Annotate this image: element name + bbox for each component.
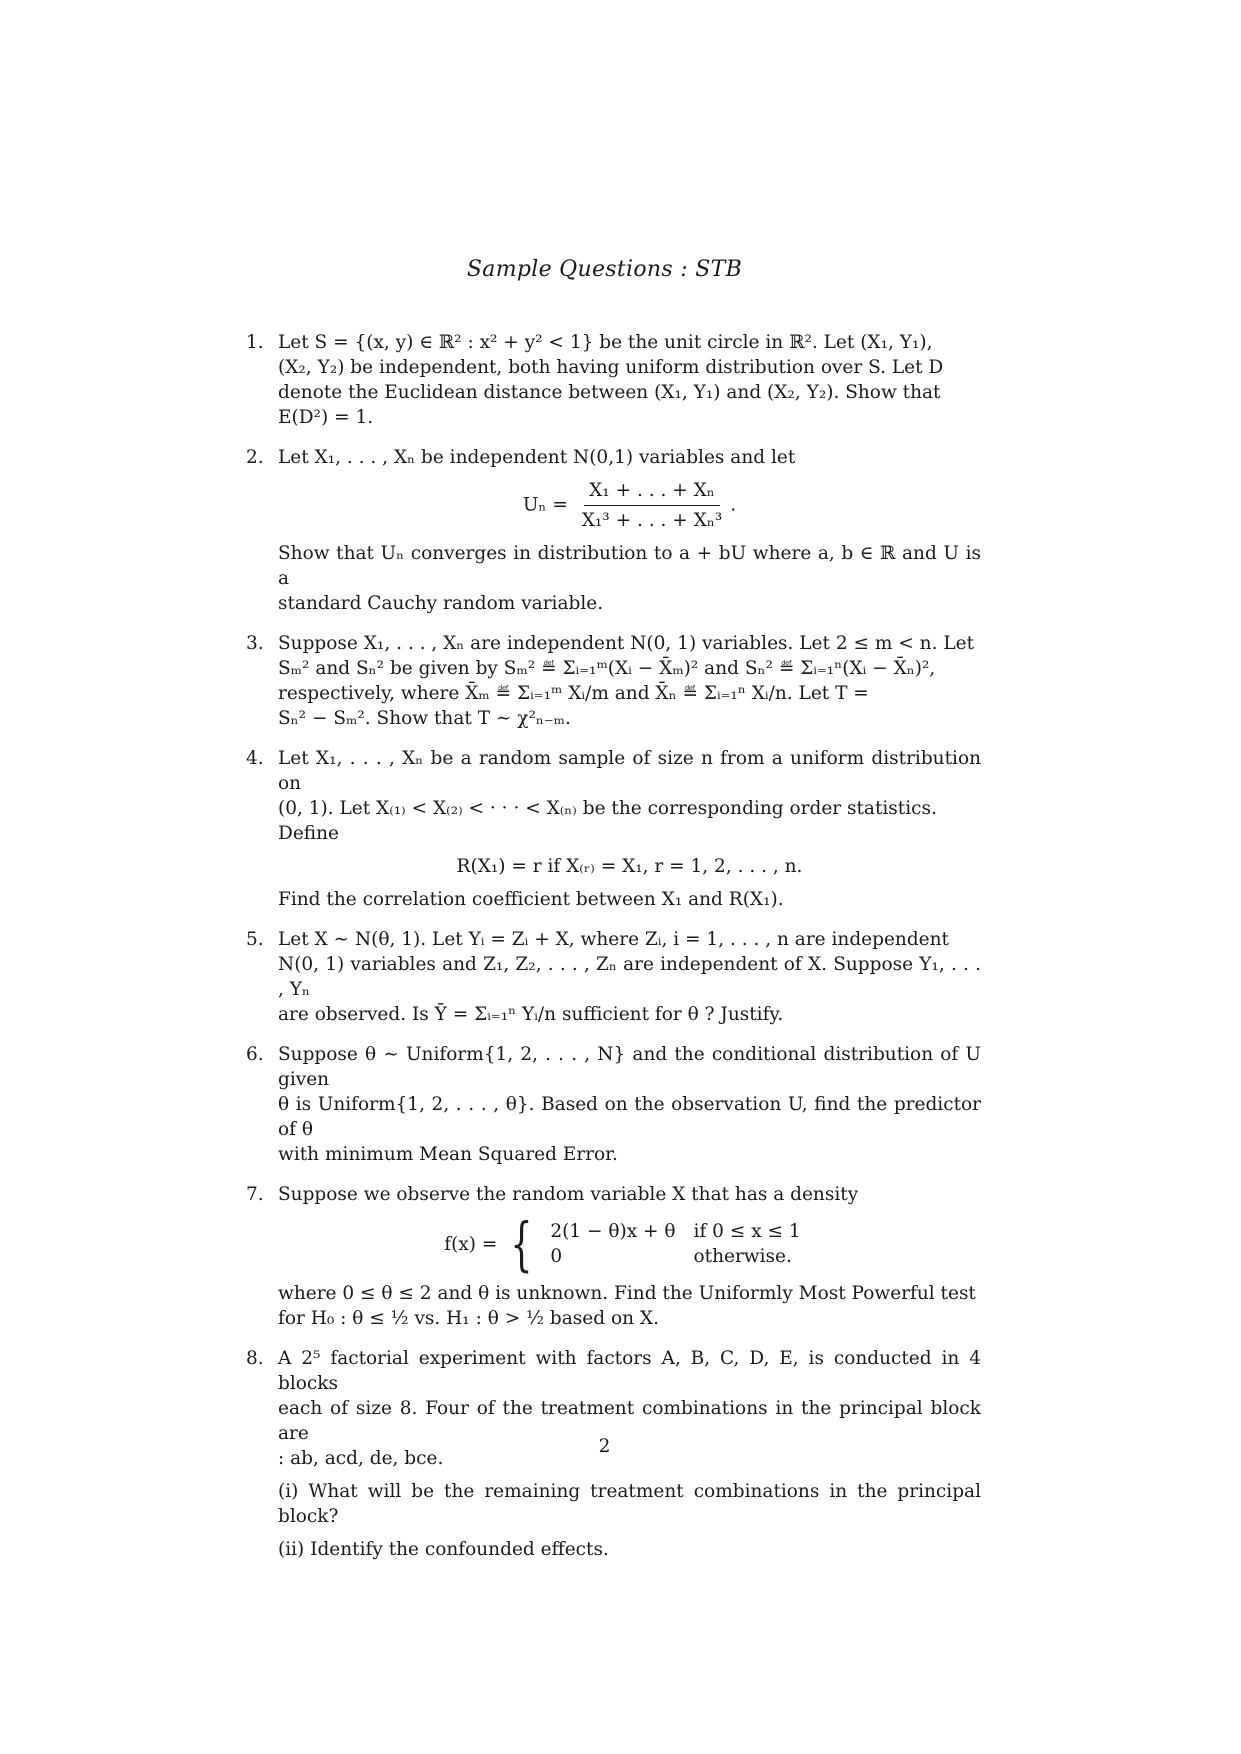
question-text-line: Find the correlation coefficient between X₁ and R(X₁).: [278, 889, 784, 910]
sub-question-i: (i) What will be the remaining treatment combinations in the principal block?: [278, 1481, 981, 1527]
piecewise-function: [444, 1210, 814, 1278]
question-text-line: (X₂, Y₂) be independent, both having uniform distribution over S. Let D: [278, 357, 944, 378]
question-3: [246, 631, 981, 731]
question-text-line: Sₘ² and Sₙ² be given by Sₘ² ≝ Σᵢ₌₁ᵐ(Xᵢ − X̄ₘ)² and Sₙ² ≝ Σᵢ₌₁ⁿ(Xᵢ − X̄ₙ)²,: [278, 658, 936, 679]
question-list: [246, 330, 981, 1577]
case-expression: 0: [550, 1246, 563, 1267]
question-text-line: standard Cauchy random variable.: [278, 593, 604, 614]
equation-lhs: Uₙ =: [522, 494, 568, 516]
question-text-line: for H₀ : θ ≤ ½ vs. H₁ : θ > ½ based on X.: [278, 1308, 659, 1329]
question-text-line: Show that Uₙ converges in distribution to a + bU where a, b ∈ ℝ and U is a: [278, 543, 981, 589]
question-text-line: Let X₁, . . . , Xₙ be independent N(0,1) variables and let: [278, 447, 796, 468]
question-text-line: where 0 ≤ θ ≤ 2 and θ is unknown. Find the Uniformly Most Powerful test: [278, 1283, 976, 1304]
question-text-line: Suppose we observe the random variable X that has a density: [278, 1184, 859, 1205]
question-number: 8.: [246, 1348, 264, 1369]
question-text-line: N(0, 1) variables and Z₁, Z₂, . . . , Zₙ are independent of X. Suppose Y₁, . . . , Yₙ: [278, 954, 981, 1000]
question-text-line: with minimum Mean Squared Error.: [278, 1144, 618, 1165]
question-number: 5.: [246, 929, 264, 950]
question-4: [246, 746, 981, 912]
display-equation: R(X₁) = r if X₍ᵣ₎ = X₁, r = 1, 2, . . . , n.: [456, 856, 803, 877]
case-expression: 2(1 − θ)x + θ: [550, 1221, 676, 1242]
fraction-denominator: X₁³ + . . . + Xₙ³: [581, 510, 723, 531]
question-6: [246, 1042, 981, 1167]
question-text-line: Sₙ² − Sₘ². Show that T ∼ χ²ₙ₋ₘ.: [278, 708, 571, 729]
question-number: 7.: [246, 1184, 264, 1205]
question-text-line: Let X ∼ N(θ, 1). Let Yᵢ = Zᵢ + X, where Zᵢ, i = 1, . . . , n are independent: [278, 929, 949, 950]
case-row: [546, 1219, 814, 1244]
page-title: Sample Questions : STB: [466, 257, 743, 282]
page-number: 2: [598, 1436, 611, 1457]
question-text-line: θ is Uniform{1, 2, . . . , θ}. Based on the observation U, find the predictor of θ: [278, 1094, 981, 1140]
question-text-line: Let X₁, . . . , Xₙ be a random sample of size n from a uniform distribution on: [278, 748, 981, 794]
question-text-line: are observed. Is Ȳ = Σᵢ₌₁ⁿ Yᵢ/n sufficient for θ ? Justify.: [278, 1004, 784, 1025]
question-text-line: each of size 8. Four of the treatment combinations in the principal block are: [278, 1398, 981, 1444]
question-5: [246, 927, 981, 1027]
question-text-line: Suppose θ ∼ Uniform{1, 2, . . . , N} and the conditional distribution of U given: [278, 1044, 981, 1090]
equation-tail: .: [730, 494, 737, 516]
case-row: [546, 1244, 814, 1269]
sub-question-ii: (ii) Identify the confounded effects.: [278, 1539, 609, 1560]
case-condition: otherwise.: [693, 1246, 792, 1267]
fraction: [577, 478, 728, 533]
case-condition: if 0 ≤ x ≤ 1: [693, 1221, 801, 1242]
question-text-line: Define: [278, 823, 339, 844]
question-text-line: A 2⁵ factorial experiment with factors A, B, C, D, E, is conducted in 4 blocks: [278, 1348, 981, 1394]
question-number: 3.: [246, 633, 264, 654]
question-number: 2.: [246, 447, 264, 468]
question-1: [246, 330, 981, 430]
display-equation: [278, 478, 981, 533]
question-number: 4.: [246, 748, 264, 769]
cases-table: [546, 1219, 814, 1269]
question-text-line: : ab, acd, de, bce.: [278, 1448, 444, 1469]
question-number: 6.: [246, 1044, 264, 1065]
question-text-line: denote the Euclidean distance between (X₁, Y₁) and (X₂, Y₂). Show that: [278, 382, 941, 403]
question-text-line: E(D²) = 1.: [278, 407, 374, 428]
question-text-line: respectively, where X̄ₘ ≝ Σᵢ₌₁ᵐ Xᵢ/m and X̄ₙ ≝ Σᵢ₌₁ⁿ Xᵢ/n. Let T =: [278, 683, 869, 704]
question-text-line: Suppose X₁, . . . , Xₙ are independent N(0, 1) variables. Let 2 ≤ m < n. Let: [278, 633, 974, 654]
question-number: 1.: [246, 332, 264, 353]
display-equation: [278, 1210, 981, 1278]
question-text-line: (0, 1). Let X₍₁₎ < X₍₂₎ < · · · < X₍ₙ₎ be the corresponding order statistics.: [278, 798, 937, 819]
question-2: [246, 445, 981, 616]
question-text-line: Let S = {(x, y) ∈ ℝ² : x² + y² < 1} be the unit circle in ℝ². Let (X₁, Y₁),: [278, 332, 933, 353]
equation-lhs: f(x) =: [444, 1233, 498, 1255]
question-7: [246, 1182, 981, 1331]
left-brace: {: [510, 1210, 533, 1278]
fraction-numerator: X₁ + . . . + Xₙ: [584, 478, 720, 506]
